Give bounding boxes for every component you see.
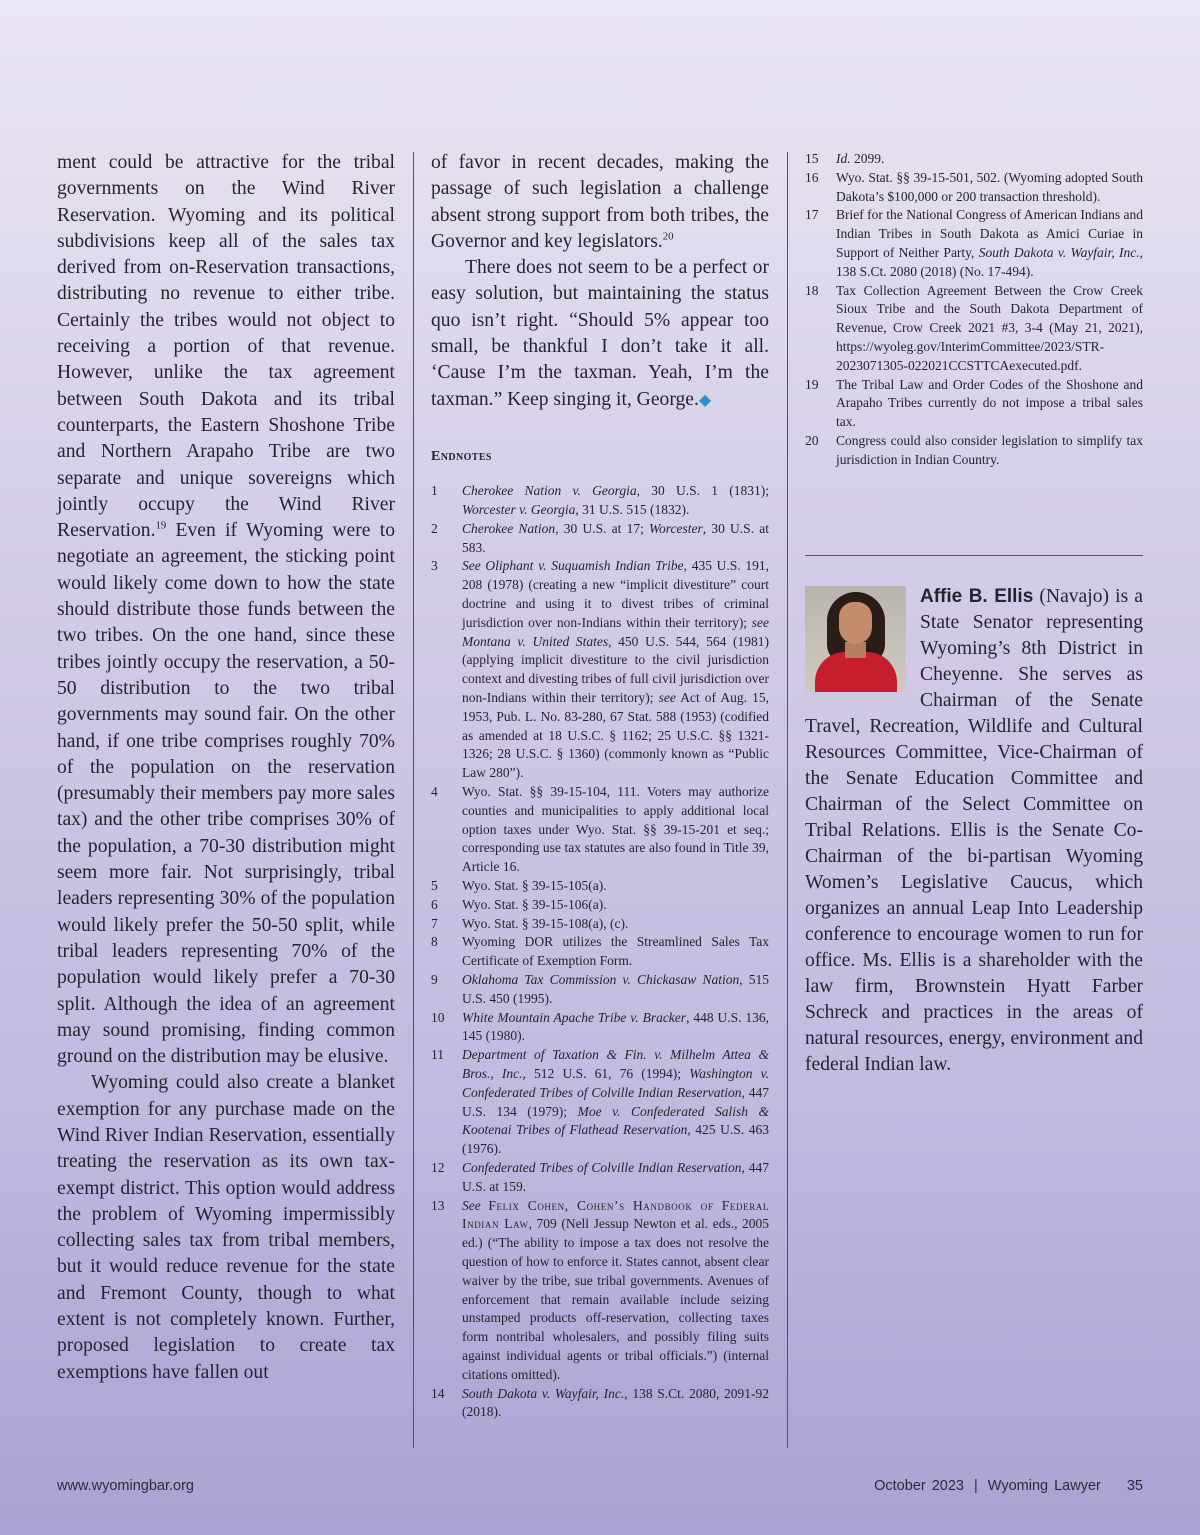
endnote-item bbox=[805, 432, 1143, 470]
endnote-text: White Mountain Apache Tribe v. Bracker, 448 U.S. 136, 145 (1980). bbox=[462, 1009, 770, 1044]
endnote-item bbox=[805, 169, 1143, 207]
footnote-ref: 19 bbox=[155, 519, 167, 532]
endnote-number: 12 bbox=[431, 1159, 445, 1175]
endnote-number: 13 bbox=[431, 1197, 445, 1213]
endnote-number: 9 bbox=[431, 971, 438, 987]
endnote-text: Brief for the National Congress of American Indians and Indian Tribes in South Dakota as Amici Curiae in Support of Neither Party, South Dakota v. Wayfair, Inc., 138 S.Ct. 2080 (2018) (No. 17-494). bbox=[836, 207, 1143, 279]
footnote-ref: 20 bbox=[662, 230, 674, 243]
endnote-item bbox=[431, 877, 769, 896]
endnote-item bbox=[431, 896, 769, 915]
author-photo bbox=[805, 586, 906, 692]
endnote-number: 5 bbox=[431, 878, 438, 893]
endnote-item bbox=[431, 1046, 769, 1159]
endnotes-list-continued bbox=[805, 150, 1143, 470]
endnotes-heading: Endnotes bbox=[431, 448, 492, 464]
endnote-number: 10 bbox=[431, 1009, 445, 1025]
endnote-number: 15 bbox=[805, 151, 819, 166]
endnote-item bbox=[431, 915, 769, 934]
endnote-number: 18 bbox=[805, 282, 819, 298]
endnote-text: Id. 2099. bbox=[836, 151, 885, 166]
endnote-item bbox=[805, 282, 1143, 376]
paragraph: of favor in recent decades, making the passage of such legislation a challenge absent strong support from both tribes, the Governor and key legislators.$^{20}$ bbox=[431, 152, 769, 252]
endnote-number: 8 bbox=[431, 934, 438, 950]
column-divider bbox=[787, 152, 788, 1448]
endnote-text: Cherokee Nation v. Georgia, 30 U.S. 1 (1831); Worcester v. Georgia, 31 U.S. 515 (1832). bbox=[462, 483, 770, 518]
publication-name: Wyoming Lawyer bbox=[987, 1478, 1101, 1494]
endnote-text: Wyo. Stat. §§ 39-15-104, 111. Voters may authorize counties and municipalities to apply additional local option taxes under Wyo. Stat. §§ 39-15-201 et seq.; corresponding use tax statutes are also found in Title 39, Article 16. bbox=[462, 784, 769, 875]
end-mark-icon: ◆ bbox=[698, 391, 712, 409]
footer-info bbox=[874, 1478, 1143, 1494]
endnote-text: Department of Taxation & Fin. v. Milhelm Attea & Bros., Inc., 512 U.S. 61, 76 (1994); Washington v. Confederated Tribes of Colville Indian Reservation, 447 U.S. 134 (1979); Moe v. Confederated Salish & Kootenai Tribes of Flathead Reservation, 425 U.S. 463 (1976). bbox=[462, 1047, 770, 1157]
endnote-number: 17 bbox=[805, 207, 819, 223]
endnote-number: 1 bbox=[431, 483, 438, 499]
endnote-item bbox=[431, 482, 769, 520]
paragraph: ment could be attractive for the tribal governments on the Wind River Reservation. Wyoming and its political subdivisions keep all of the sales tax derived from on-Reservation transactions, distributing no revenue to either tribe. Certainly the tribes would not object to receiving a portion of that revenue. However, unlike the tax agreement between South Dakota and its tribal counterparts, the Eastern Shoshone Tribe and Northern Arapaho Tribe are two separate and unique sovereigns which jointly occupy the Wind River Reservation.$^{19}$ Even if Wyoming were to negotiate an agreement, the sticking point would likely come down to how the state should distribute those funds between the two tribes. On the one hand, since these tribes jointly occupy the reservation, a 50-50 distribution to the two tribal governments may sound fair. On the other hand, if one tribe comprises roughly 70% of the population on the reservation (presumably their members pay more sales tax) and the other tribe comprises 30% of the population, a 70-30 distribution might seem more fair. Not surprisingly, tribal leaders representing 30% of the population would likely prefer the 50-50 split, while tribal leaders representing 70% of the population would likely prefer a 70-30 split. Although the idea of an agreement may sound promising, finding common ground on the distribution may be elusive. bbox=[57, 152, 395, 1068]
endnote-number: 11 bbox=[431, 1047, 444, 1063]
endnote-item bbox=[805, 376, 1143, 432]
endnote-item bbox=[431, 520, 769, 558]
author-name: Affie B. Ellis bbox=[920, 586, 1034, 607]
author-bio bbox=[805, 584, 1143, 1078]
endnote-number: 16 bbox=[805, 169, 819, 185]
endnote-number: 19 bbox=[805, 376, 819, 392]
endnote-item bbox=[431, 557, 769, 783]
endnote-number: 14 bbox=[431, 1385, 445, 1401]
endnote-text: See Oliphant v. Suquamish Indian Tribe, 435 U.S. 191, 208 (1978) (creating a new “implicit divestiture” court doctrine and using it to divest tribes of criminal jurisdiction over non-Indians within their territory); see Montana v. United States, 450 U.S. 544, 564 (1981) (applying implicit divestiture to the civil jurisdiction context and divesting tribes of full civil jurisdiction over non-Indians within their territory); see Act of Aug. 15, 1953, Pub. L. No. 83-280, 67 Stat. 588 (1953) (codified as amended at 18 U.S.C. § 1162; 25 U.S.C. §§ 1321-1326; 28 U.S.C. § 1360) (commonly known as “Public Law 280”). bbox=[462, 558, 769, 781]
article-column-1 bbox=[57, 150, 395, 1386]
endnote-text: Oklahoma Tax Commission v. Chickasaw Nation, 515 U.S. 450 (1995). bbox=[462, 971, 769, 1006]
bio-text: (Navajo) is a State Senator representing Wyoming’s 8th District in Cheyenne. She serves as Chairman of the Senate Travel, Recreation, Wildlife and Cultural Resources Committee, Vice-Chairman of the Senate Education Committee and Chairman of the Select Committee on Tribal Relations. Ellis is the Senate Co-Chairman of the bi-partisan Wyoming Women’s Legislative Caucus, which organizes an annual Leap Into Leadership conference to encourage women to run for office. Ms. Ellis is a shareholder with the law firm, Brownstein Hyatt Farber Schreck and practices in the areas of natural resources, energy, environment and federal Indian law. bbox=[805, 586, 1144, 1075]
bio-divider bbox=[805, 555, 1143, 556]
endnote-number: 7 bbox=[431, 915, 438, 931]
endnote-number: 2 bbox=[431, 520, 438, 536]
column-divider bbox=[413, 152, 414, 1448]
endnote-text: Wyoming DOR utilizes the Streamlined Sales Tax Certificate of Exemption Form. bbox=[462, 934, 769, 969]
endnotes-list bbox=[431, 482, 769, 1422]
endnote-number: 4 bbox=[431, 784, 438, 800]
endnote-text: Wyo. Stat. §§ 39-15-501, 502. (Wyoming adopted South Dakota’s $100,000 or 200 transaction threshold). bbox=[836, 169, 1143, 204]
article-column-2 bbox=[431, 150, 769, 1422]
endnote-item bbox=[805, 150, 1143, 169]
footer-url[interactable]: www.wyomingbar.org bbox=[57, 1478, 194, 1494]
endnote-item bbox=[431, 1159, 769, 1197]
endnote-number: 3 bbox=[431, 558, 438, 574]
endnote-item bbox=[431, 1009, 769, 1047]
endnote-number: 20 bbox=[805, 432, 819, 448]
endnote-text: Congress could also consider legislation to simplify tax jurisdiction in Indian Country. bbox=[836, 432, 1143, 467]
footer-separator: | bbox=[974, 1478, 978, 1494]
endnote-number: 6 bbox=[431, 896, 438, 912]
endnote-item bbox=[431, 1197, 769, 1385]
endnote-item bbox=[805, 206, 1143, 281]
endnote-item bbox=[431, 783, 769, 877]
paragraph: There does not seem to be a perfect or easy solution, but maintaining the status quo isn’t right. “Should 5% appear too small, be thankful I don’t take it all. ‘Cause I’m the taxman. Yeah, I’m the taxman.” Keep singing it, George.◆ bbox=[431, 257, 769, 410]
endnote-item bbox=[431, 933, 769, 971]
endnote-text: See Felix Cohen, Cohen’s Handbook of Federal Indian Law, 709 (Nell Jessup Newton et al. eds., 2005 ed.) (“The ability to impose a tax does not resolve the question of how to enforce it. States cannot, absent clear waiver by the tribe, sue tribal governments. Avenues of enforcement that remain available include seizing unstamped products off-reservation, collecting taxes form nontribal wholesalers, and possibly filing suits against individual agents or tribal officials.”) (internal citations omitted). bbox=[462, 1197, 769, 1382]
endnote-text: South Dakota v. Wayfair, Inc., 138 S.Ct. 2080, 2091-92 (2018). bbox=[462, 1385, 769, 1420]
issue-date: October 2023 bbox=[874, 1478, 964, 1494]
endnote-text: Wyo. Stat. § 39-15-105(a). bbox=[462, 878, 607, 893]
page-number: 35 bbox=[1126, 1478, 1143, 1494]
endnote-item bbox=[431, 971, 769, 1009]
endnote-text: The Tribal Law and Order Codes of the Shoshone and Arapaho Tribes currently do not impose a tribal sales tax. bbox=[836, 376, 1143, 430]
endnote-text: Wyo. Stat. § 39-15-108(a), (c). bbox=[462, 915, 629, 931]
endnote-item bbox=[431, 1385, 769, 1423]
endnote-text: Confederated Tribes of Colville Indian Reservation, 447 U.S. at 159. bbox=[462, 1159, 769, 1194]
article-column-3 bbox=[805, 150, 1143, 470]
endnote-text: Wyo. Stat. § 39-15-106(a). bbox=[462, 896, 607, 912]
endnote-text: Tax Collection Agreement Between the Crow Creek Sioux Tribe and the South Dakota Department of Revenue, Crow Creek 2021 #3, 3-4 (May 21, 2021), https://wyoleg.gov/InterimCommittee/2023/STR-2023071305-022021CCSTTCAexecuted.pdf. bbox=[836, 282, 1143, 373]
paragraph: Wyoming could also create a blanket exemption for any purchase made on the Wind River Indian Reservation, essentially treating the reservation as its own tax-exempt district. This option would address the problem of Wyoming impermissibly collecting sales tax from tribal members, but it would reduce revenue for the state and Fremont County, though to what extent is not completely known. Further, proposed legislation to create tax exemptions have fallen out bbox=[57, 1072, 395, 1383]
endnote-text: Cherokee Nation, 30 U.S. at 17; Worcester, 30 U.S. at 583. bbox=[462, 520, 770, 555]
